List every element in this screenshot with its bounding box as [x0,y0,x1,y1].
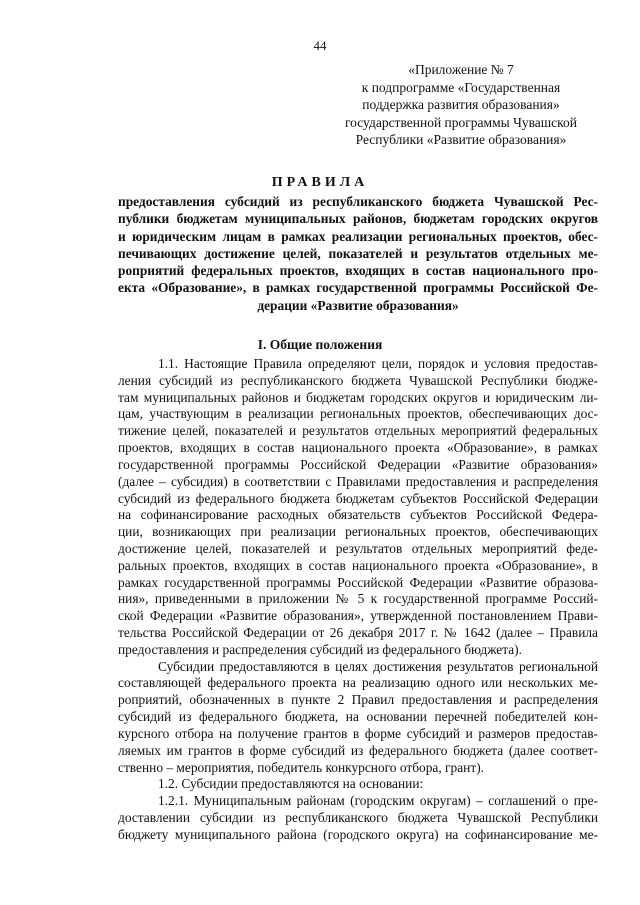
appendix-line: государственной программы Чувашской [344,114,578,130]
body-line: тижение целей, показателей и результатов отдельных мероприятий федеральных [118,423,598,439]
appendix-line: к подпрограмме «Государственная [361,79,561,95]
body-line: предоставления и распределения субсидий из федерального бюджета). [118,641,522,657]
subtitle-line: роприятий федеральных проектов, входящих в состав национального про- [118,263,598,279]
body-line: ской Федерации «Развитие образования», утвержденной постановлением Прави- [118,608,598,624]
body-line: роприятий, обозначенных в пункте 2 Правил предоставления и распределения [118,692,598,708]
document-subtitle [118,193,598,314]
body-line: там муниципальных районов и бюджетам городских округов и юридическим ли- [118,389,598,405]
body-line: субсидий из федерального бюджета бюджетам субъектов Российской Федерации [118,490,598,506]
body-line: ляемых им грантов в форме субсидий из федерального бюджета (далее соответ- [118,742,598,758]
body-line: ления субсидий из республиканского бюджета Чувашской Республики бюдже- [118,372,598,388]
subtitle-line: екта «Образование», в рамках государственной программы Российской Фе- [118,280,598,296]
body-line: составляющей федерального проекта на реализацию одного или нескольких ме- [118,675,598,691]
body-line: цам, участвующим в реализации региональных проектов, обеспечивающих дос- [118,406,598,422]
section-heading: I. Общие положения [257,337,383,352]
body-line: проектов, входящих в состав национального проекта «Образование», в рамках [118,440,598,456]
document-title: ПРАВИЛА [271,175,369,190]
page-number: 44 [313,38,327,53]
body-line: тельства Российской Федерации от 26 декабря 2017 г. № 1642 (далее – Правила [118,625,598,640]
appendix-line: Республики «Развитие образования» [355,132,567,147]
body-line: 1.2.1. Муниципальным районам (городским округам) – соглашений о пре- [158,793,598,809]
body-line: доставлении субсидии из республиканского бюджета Чувашской Республики [118,809,598,825]
body-text [118,356,598,844]
body-line: ральных проектов, входящих в состав национального проекта «Образование», в [118,557,598,573]
body-line: государственной программы Российской Федерации «Развитие образования» [118,456,598,472]
body-line: Субсидии предоставляются в целях достижения результатов региональной [158,658,598,674]
subtitle-line: предоставления субсидий из республиканского бюджета Чувашской Рес- [118,194,598,209]
body-line: ственно – мероприятия, победитель конкурсного отбора, грант). [118,759,485,775]
body-line: достижение целей, показателей и результатов отдельных мероприятий феде- [118,540,598,556]
body-line: на софинансирование расходных обязательств субъектов Российской Федера- [118,507,598,523]
subtitle-line: дерации «Развитие образования» [257,297,459,313]
body-line: бюджету муниципального района (городского округа) на софинансирование ме- [118,826,598,842]
subtitle-line: печивающих достижение целей, показателей и результатов отдельных ме- [118,245,598,261]
body-line: субсидий из федерального бюджета, на основании перечней победителей кон- [118,709,598,725]
body-line: 1.2. Субсидии предоставляются на основании: [158,776,424,792]
appendix-line: «Приложение № 7 [408,62,514,77]
appendix-line: поддержка развития образования» [362,97,560,112]
subtitle-line: публики бюджетам муниципальных районов, бюджетам городских округов [118,211,598,227]
body-line: рамках государственной программы Российской Федерации «Развитие образова- [118,574,598,590]
body-line: ния», приведенными в приложении № 5 к государственной программе Россий- [118,591,598,607]
body-line: (далее – субсидия) в соответствии с Правилами предоставления и распределения [118,473,598,489]
subtitle-line: и юридическим лицам в рамках реализации региональных проектов, обес- [118,228,598,244]
body-line: курсного отбора на получение грантов в форме субсидий и размеров предостав- [118,725,598,741]
appendix-header [330,61,592,149]
body-line: ции, возникающих при реализации региональных проектов, обеспечивающих [118,524,598,540]
body-line: 1.1. Настоящие Правила определяют цели, порядок и условия предостав- [158,356,598,371]
